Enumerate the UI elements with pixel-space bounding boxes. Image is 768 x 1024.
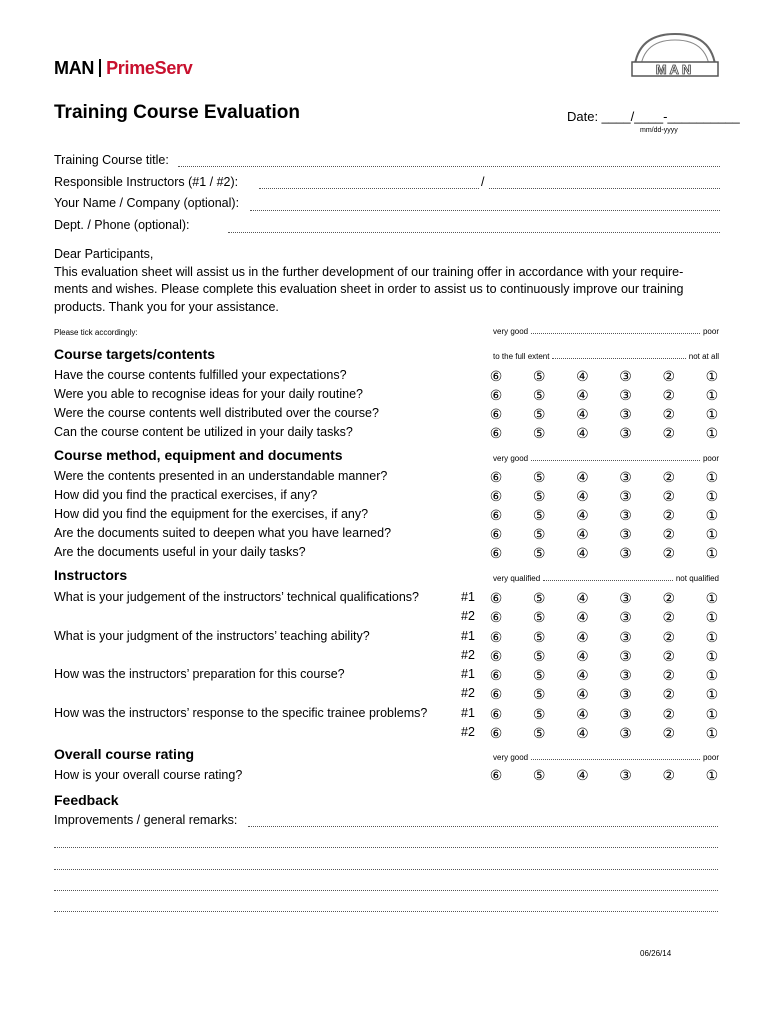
rating-option-3[interactable]: ③ (619, 387, 632, 403)
brand-primeserv: PrimeServ (106, 58, 193, 78)
rating-option-1[interactable]: ① (705, 526, 719, 542)
rating-scale[interactable] (488, 667, 720, 683)
rating-option-6[interactable]: ⑥ (489, 648, 503, 664)
dept-phone-label: Dept. / Phone (optional): (54, 218, 190, 232)
rating-option-2[interactable]: ② (662, 545, 676, 561)
rating-option-4[interactable]: ④ (576, 526, 589, 542)
question-label: How was the instructors’ response to the specific trainee problems? (54, 706, 428, 720)
rating-option-6[interactable]: ⑥ (489, 545, 503, 561)
instructor-1-field[interactable] (259, 188, 479, 189)
scale-header-verygood-poor (493, 454, 719, 463)
rating-option-3[interactable]: ③ (619, 488, 632, 504)
rating-option-1[interactable]: ① (705, 368, 719, 384)
feedback-line[interactable] (54, 847, 718, 848)
question-label: Were the contents presented in an understandable manner? (54, 469, 388, 483)
rating-option-1[interactable]: ① (705, 706, 719, 722)
rating-option-2[interactable]: ② (662, 648, 676, 664)
rating-option-5[interactable]: ⑤ (532, 648, 546, 664)
rating-option-2[interactable]: ② (662, 590, 676, 606)
instructor-number: #2 (461, 648, 475, 662)
brand-logo (54, 58, 192, 79)
rating-option-6[interactable]: ⑥ (489, 368, 503, 384)
scale-label-not-qualified: not qualified (675, 574, 719, 583)
rating-option-5[interactable]: ⑤ (532, 706, 546, 722)
scale-header-extent (493, 352, 719, 361)
course-title-label: Training Course title: (54, 153, 169, 167)
rating-option-2[interactable]: ② (662, 667, 676, 683)
instructor-number: #1 (461, 667, 475, 681)
date-field-label[interactable]: Date: ____/____-__________ (567, 109, 740, 124)
rating-option-3[interactable]: ③ (619, 507, 632, 523)
rating-option-2[interactable]: ② (662, 406, 676, 422)
rating-option-3[interactable]: ③ (619, 609, 632, 625)
rating-option-3[interactable]: ③ (619, 545, 632, 561)
rating-option-3[interactable]: ③ (619, 725, 632, 741)
tick-note: Please tick accordingly: (54, 328, 138, 337)
rating-option-4[interactable]: ④ (576, 725, 589, 741)
dept-phone-field[interactable] (228, 232, 720, 233)
rating-scale[interactable] (488, 590, 720, 606)
rating-option-3[interactable]: ③ (619, 706, 632, 722)
scale-label-very-good: very good (493, 327, 529, 336)
rating-scale[interactable] (488, 387, 720, 403)
rating-option-2[interactable]: ② (662, 686, 676, 702)
feedback-line[interactable] (54, 890, 718, 891)
rating-option-4[interactable]: ④ (576, 667, 589, 683)
rating-option-3[interactable]: ③ (619, 767, 632, 783)
section-instructors: Instructors (54, 567, 128, 583)
rating-option-2[interactable]: ② (662, 706, 676, 722)
rating-option-1[interactable]: ① (705, 590, 719, 606)
feedback-line[interactable] (248, 826, 718, 827)
rating-option-3[interactable]: ③ (619, 526, 632, 542)
rating-option-6[interactable]: ⑥ (489, 526, 503, 542)
rating-option-5[interactable]: ⑤ (532, 406, 546, 422)
rating-option-1[interactable]: ① (705, 387, 719, 403)
rating-option-4[interactable]: ④ (576, 706, 589, 722)
rating-option-3[interactable]: ③ (619, 469, 632, 485)
question-label: How did you find the equipment for the exercises, if any? (54, 507, 369, 521)
rating-option-1[interactable]: ① (705, 629, 719, 645)
rating-option-4[interactable]: ④ (576, 507, 589, 523)
question-label: How did you find the practical exercises, if any? (54, 488, 318, 502)
rating-option-6[interactable]: ⑥ (489, 590, 503, 606)
rating-option-2[interactable]: ② (662, 469, 676, 485)
rating-option-4[interactable]: ④ (576, 686, 589, 702)
rating-scale[interactable] (488, 545, 720, 561)
rating-option-4[interactable]: ④ (576, 609, 589, 625)
rating-option-2[interactable]: ② (662, 507, 676, 523)
rating-scale[interactable] (488, 706, 720, 722)
instructor-number: #2 (461, 686, 475, 700)
rating-option-6[interactable]: ⑥ (489, 725, 503, 741)
rating-option-1[interactable]: ① (705, 725, 719, 741)
rating-option-6[interactable]: ⑥ (489, 406, 503, 422)
rating-option-5[interactable]: ⑤ (532, 488, 546, 504)
rating-scale[interactable] (488, 488, 720, 504)
rating-option-2[interactable]: ② (662, 629, 676, 645)
instructor-number: #2 (461, 609, 475, 623)
rating-option-3[interactable]: ③ (619, 686, 632, 702)
rating-option-6[interactable]: ⑥ (489, 767, 503, 783)
rating-option-4[interactable]: ④ (576, 545, 589, 561)
section-course-method: Course method, equipment and documents (54, 447, 343, 463)
scale-header-qualified (493, 574, 719, 583)
rating-option-4[interactable]: ④ (576, 488, 589, 504)
rating-option-3[interactable]: ③ (619, 648, 632, 664)
rating-option-3[interactable]: ③ (619, 425, 632, 441)
rating-option-2[interactable]: ② (662, 609, 676, 625)
rating-option-5[interactable]: ⑤ (532, 387, 546, 403)
scale-header-verygood-poor (493, 327, 719, 336)
rating-option-2[interactable]: ② (662, 387, 676, 403)
rating-option-1[interactable]: ① (705, 667, 719, 683)
rating-scale[interactable] (488, 507, 720, 523)
question-label: Are the documents useful in your daily tasks? (54, 545, 306, 559)
rating-option-6[interactable]: ⑥ (489, 469, 503, 485)
rating-option-1[interactable]: ① (705, 507, 719, 523)
page-title: Training Course Evaluation (54, 102, 300, 123)
section-overall-rating: Overall course rating (54, 746, 195, 762)
rating-option-5[interactable]: ⑤ (532, 667, 546, 683)
rating-option-6[interactable]: ⑥ (489, 387, 503, 403)
rating-option-3[interactable]: ③ (619, 368, 632, 384)
rating-option-1[interactable]: ① (705, 425, 719, 441)
section-course-targets: Course targets/contents (54, 346, 216, 362)
footer-date: 06/26/14 (640, 949, 672, 958)
rating-scale[interactable] (488, 648, 720, 664)
name-company-field[interactable] (250, 210, 720, 211)
scale-label-very-good: very good (493, 753, 529, 762)
instructor-2-field[interactable] (489, 188, 720, 189)
brand-man: MAN (54, 58, 95, 78)
rating-option-6[interactable]: ⑥ (489, 706, 503, 722)
instructor-number: #1 (461, 590, 475, 604)
rating-option-2[interactable]: ② (662, 368, 676, 384)
instructor-number: #1 (461, 629, 475, 643)
rating-option-6[interactable]: ⑥ (489, 488, 503, 504)
rating-option-1[interactable]: ① (705, 469, 719, 485)
rating-option-2[interactable]: ② (662, 725, 676, 741)
rating-option-6[interactable]: ⑥ (489, 609, 503, 625)
question-label: Can the course content be utilized in your daily tasks? (54, 425, 353, 439)
name-company-label: Your Name / Company (optional): (54, 196, 240, 210)
rating-option-5[interactable]: ⑤ (532, 368, 546, 384)
rating-scale[interactable] (488, 368, 720, 384)
feedback-line[interactable] (54, 911, 718, 912)
rating-option-1[interactable]: ① (705, 648, 719, 664)
rating-scale[interactable] (488, 609, 720, 625)
question-label: Were the course contents well distributed over the course? (54, 406, 379, 420)
rating-option-5[interactable]: ⑤ (532, 545, 546, 561)
rating-scale[interactable] (488, 725, 720, 741)
question-label: What is your judgement of the instructors’ technical qualifications? (54, 590, 419, 604)
instructor-number: #1 (461, 706, 475, 720)
rating-option-1[interactable]: ① (705, 488, 719, 504)
rating-option-5[interactable]: ⑤ (532, 590, 546, 606)
scale-header-verygood-poor (493, 753, 719, 762)
instructors-label: Responsible Instructors (#1 / #2): (54, 175, 239, 189)
intro-text (54, 246, 714, 316)
rating-option-6[interactable]: ⑥ (489, 667, 503, 683)
rating-option-4[interactable]: ④ (576, 425, 589, 441)
scale-label-poor: poor (702, 454, 719, 463)
scale-label-not-at-all: not at all (688, 352, 719, 361)
brand-divider (99, 59, 101, 77)
rating-option-5[interactable]: ⑤ (532, 526, 546, 542)
rating-option-1[interactable]: ① (705, 406, 719, 422)
scale-label-very-qualified: very qualified (493, 574, 541, 583)
rating-option-4[interactable]: ④ (576, 648, 589, 664)
rating-option-6[interactable]: ⑥ (489, 629, 503, 645)
scale-label-full-extent: to the full extent (493, 352, 550, 361)
intro-body: This evaluation sheet will assist us in the further development of our training offer in accordance with your require-ments and wishes. Please complete this evaluation sheet in order to assist us to continuously improve our training products. Thank you for your assistance. (54, 264, 684, 314)
section-feedback: Feedback (54, 792, 119, 808)
rating-option-5[interactable]: ⑤ (532, 629, 546, 645)
rating-option-3[interactable]: ③ (619, 629, 632, 645)
rating-option-4[interactable]: ④ (576, 387, 589, 403)
man-lion-logo (628, 30, 722, 78)
rating-option-6[interactable]: ⑥ (489, 425, 503, 441)
rating-option-5[interactable]: ⑤ (532, 507, 546, 523)
rating-option-6[interactable]: ⑥ (489, 507, 503, 523)
feedback-line[interactable] (54, 869, 718, 870)
question-label: How was the instructors’ preparation for this course? (54, 667, 345, 681)
rating-option-4[interactable]: ④ (576, 629, 589, 645)
scale-label-poor: poor (702, 753, 719, 762)
rating-option-5[interactable]: ⑤ (532, 725, 546, 741)
rating-option-5[interactable]: ⑤ (532, 767, 546, 783)
rating-option-4[interactable]: ④ (576, 767, 589, 783)
rating-option-4[interactable]: ④ (576, 368, 589, 384)
rating-scale[interactable] (488, 406, 720, 422)
date-format-hint: mm/dd-yyyy (640, 127, 678, 134)
rating-scale[interactable] (488, 629, 720, 645)
rating-option-2[interactable]: ② (662, 526, 676, 542)
intro-greeting: Dear Participants, (54, 247, 154, 261)
rating-option-2[interactable]: ② (662, 767, 676, 783)
rating-option-5[interactable]: ⑤ (532, 686, 546, 702)
rating-scale[interactable] (488, 526, 720, 542)
question-label: Are the documents suited to deepen what you have learned? (54, 526, 392, 540)
question-label: Were you able to recognise ideas for your daily routine? (54, 387, 363, 401)
rating-option-4[interactable]: ④ (576, 406, 589, 422)
question-label: Have the course contents fulfilled your expectations? (54, 368, 347, 382)
rating-scale[interactable] (488, 469, 720, 485)
course-title-field[interactable] (178, 166, 720, 167)
rating-option-1[interactable]: ① (705, 609, 719, 625)
rating-option-6[interactable]: ⑥ (489, 686, 503, 702)
rating-option-5[interactable]: ⑤ (532, 609, 546, 625)
scale-label-very-good: very good (493, 454, 529, 463)
rating-option-3[interactable]: ③ (619, 406, 632, 422)
instructor-number: #2 (461, 725, 475, 739)
rating-option-1[interactable]: ① (705, 767, 719, 783)
rating-option-1[interactable]: ① (705, 545, 719, 561)
rating-option-3[interactable]: ③ (619, 590, 632, 606)
instructors-separator: / (481, 175, 485, 189)
question-label: How is your overall course rating? (54, 768, 243, 782)
rating-scale[interactable] (488, 425, 720, 441)
scale-label-poor: poor (702, 327, 719, 336)
rating-option-5[interactable]: ⑤ (532, 425, 546, 441)
rating-scale[interactable] (488, 767, 720, 783)
feedback-label: Improvements / general remarks: (54, 813, 238, 827)
rating-scale[interactable] (488, 686, 720, 702)
rating-option-1[interactable]: ① (705, 686, 719, 702)
rating-option-4[interactable]: ④ (576, 469, 589, 485)
logo-text: MAN (655, 62, 695, 77)
rating-option-2[interactable]: ② (662, 425, 676, 441)
rating-option-4[interactable]: ④ (576, 590, 589, 606)
rating-option-2[interactable]: ② (662, 488, 676, 504)
question-label: What is your judgment of the instructors’ teaching ability? (54, 629, 370, 643)
rating-option-3[interactable]: ③ (619, 667, 632, 683)
rating-option-5[interactable]: ⑤ (532, 469, 546, 485)
